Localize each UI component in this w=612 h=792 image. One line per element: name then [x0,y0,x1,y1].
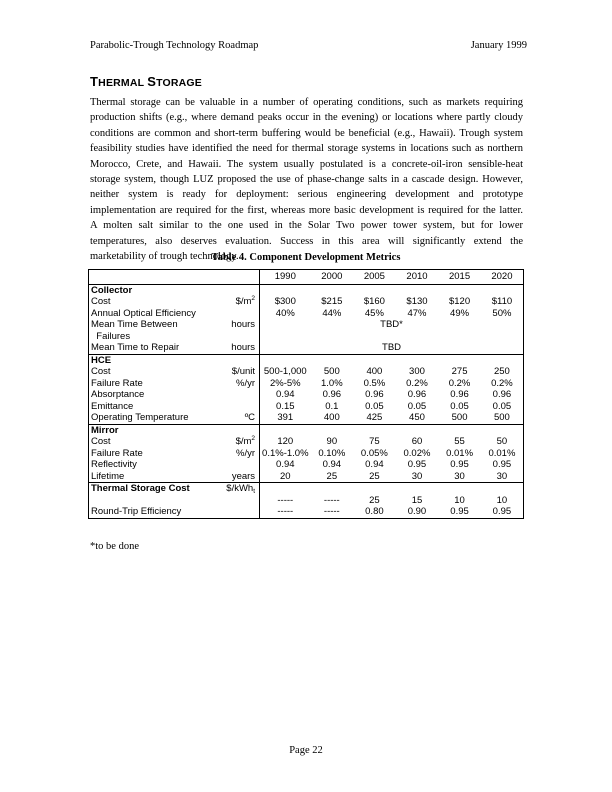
table-caption: Table 4. Component Development Metrics [211,252,401,263]
paragraph-line: feasibility studies have identified the need for thermal storage systems in locations such as northern [90,143,523,155]
cell-value: 250 [481,366,524,378]
cell-value: 0.96 [407,389,427,400]
section-title-rest-1: HERMAL [98,77,148,89]
row-label: Reflectivity [89,459,216,471]
table-row [89,308,524,320]
cell-value: 15 [411,494,423,506]
row-label: Round-Trip Efficiency [89,506,216,518]
cell-value: $215 [321,296,343,307]
cell-value: 0.96 [481,389,524,401]
row-label: Mean Time to Repair [89,342,216,354]
cell-value: 0.95 [438,506,481,518]
section-title-initial-1: T [90,74,99,89]
group-heading-thermal-storage: Thermal Storage Cost [89,483,216,495]
cell-value: 0.94 [365,459,384,470]
year-header: 2015 [438,270,481,285]
cell-value: 45% [364,307,384,319]
table-header-row [89,270,524,285]
cell-value: 44% [322,307,342,319]
cell-value: 0.95 [407,459,427,470]
cell-value-span: TBD* [260,319,524,342]
cell-value: 0.94 [260,459,311,471]
cell-value-span: TBD [260,342,524,354]
cell-value: 0.05% [360,447,388,459]
cell-value: 500-1,000 [260,366,311,378]
table-row [89,506,524,518]
cell-value: 0.2% [481,378,524,390]
table-footnote: *to be done [90,541,139,552]
group-heading-collector: Collector [89,284,216,296]
cell-value: 0.05 [481,401,524,413]
paragraph-line: Morocco, Crete, and Hawaii. The system usually postulated is a concrete-oil-iron sensible-heat [90,158,523,170]
cell-value: 0.5% [363,377,386,389]
group-heading-row [89,284,524,296]
cell-value: 25 [326,470,338,482]
cell-value: $300 [260,296,311,308]
cell-value: 75 [369,436,380,447]
cell-value: 30 [481,471,524,483]
cell-value: 50% [481,308,524,320]
cell-value: 40% [260,308,311,320]
row-unit: hours [231,319,256,330]
cell-value: 0.96 [322,389,342,400]
cell-value: 300 [409,366,425,377]
year-header: 2020 [481,270,524,285]
table-row [89,342,524,354]
page-number: Page 22 [289,745,323,756]
cell-value: $120 [448,296,471,307]
cell-value: 391 [260,412,311,424]
cell-value: 0.95 [450,459,469,470]
row-unit: ºC [244,412,256,423]
paragraph-line: conditions are common and short-term buffering would be beneficial (e.g., Hawaii). Trough system [90,127,523,139]
cell-value: ----- [260,506,311,518]
cell-value: 0.94 [322,459,342,470]
cell-value: 450 [409,412,425,423]
cell-value: 0.2% [448,377,471,389]
cell-value: 400 [366,366,383,377]
cell-value: ----- [311,506,354,518]
cell-value: 0.2% [406,377,428,389]
row-label: Emittance [89,401,216,413]
cell-value: 0.02% [403,447,431,459]
table-row [89,319,524,342]
row-unit: hours [231,342,256,353]
cell-value: 0.95 [481,506,524,518]
row-unit: years [231,470,256,482]
running-header-title: Parabolic-Trough Technology Roadmap [90,40,259,51]
cell-value: $110 [481,296,524,308]
cell-value: 425 [366,412,383,423]
cell-value: 0.94 [260,389,311,401]
row-unit: $\$/m^2$ [235,435,256,447]
running-header-date: January 1999 [470,40,527,51]
year-header: 2005 [353,270,396,285]
year-header: 2010 [396,270,439,285]
cell-value: 0.90 [396,506,439,518]
row-label: Failure Rate [89,378,216,390]
row-unit: $\$/m^2$ [235,295,256,307]
cell-value: 120 [260,436,311,448]
header-blank [89,270,216,285]
cell-value: 0.1%-1.0% [260,448,311,460]
group-heading-row [89,424,524,436]
cell-value: 50 [481,436,524,448]
table-row [89,459,524,471]
cell-value: 0.05 [407,400,427,412]
paragraph-line: marketability of trough technology. [90,251,239,263]
cell-value: 0.01% [446,447,474,459]
row-label: Cost [89,296,216,308]
section-title-initial-2: S [147,74,157,89]
row-label: Mean Time Between Failures [89,319,216,342]
row-label: Annual Optical Efficiency [89,308,216,320]
table-row [89,378,524,390]
row-unit [216,459,260,471]
group-heading-row [89,483,524,495]
row-label: Cost [89,366,216,378]
paragraph-line: temperatures, also deserves evaluation. Success in this area will significantly extend the [90,235,523,247]
cell-value: ----- [323,494,340,506]
cell-value: 0.80 [353,506,396,518]
table-row [89,495,524,507]
row-unit: %/yr [236,377,256,389]
cell-value: ----- [260,495,311,507]
cell-value: 10 [481,495,524,507]
cell-value: 25 [369,494,380,506]
cell-value: 0.05 [365,400,384,412]
row-label: Absorptance [89,389,216,401]
metrics-table [88,269,524,519]
table-row [89,389,524,401]
cell-value: 0.05 [450,400,469,412]
cell-value: 2%-5% [260,378,311,390]
table-row [89,412,524,424]
paragraph-line: neither system is ready for deployment: serious engineering development and prototype [90,189,523,201]
row-label: Cost [89,436,216,448]
cell-value: 30 [411,470,423,482]
cell-value: 0.96 [365,389,384,400]
cell-value: $130 [406,296,428,307]
body-paragraph [90,95,523,264]
table-row [89,296,524,308]
cell-value: 30 [454,470,465,482]
header-unit-blank [216,270,260,285]
row-label: Operating Temperature [89,412,216,424]
section-title-rest-2: TORAGE [156,77,203,89]
cell-value: 0.15 [260,401,311,413]
cell-value: 0.1 [325,400,339,412]
cell-value: 275 [451,366,468,377]
cell-value: 0.95 [481,459,524,471]
cell-value: 25 [369,470,380,482]
group-heading-hce: HCE [89,354,216,366]
row-unit: $/unit [231,366,256,377]
cell-value: 90 [326,436,338,447]
table-row [89,436,524,448]
paragraph-line: storage system, though LUZ proposed the use of phase-change salts in a cascade design. However, [90,174,523,186]
paragraph-line: Thermal storage can be valuable in a number of operating conditions, such as markets requiring [90,97,523,108]
paragraph-line: implementation are required for the first, whereas more basic development is required for the latter. [90,204,523,216]
group-heading-row [89,354,524,366]
row-unit [216,389,260,401]
table-row [89,471,524,483]
cell-value: 0.01% [481,448,524,460]
cell-value: $160 [363,296,385,307]
row-unit: %/yr [236,447,256,459]
paragraph-line: production shifts (e.g., where demand peaks occur in the evening) or locations where partly cloudy [90,112,523,124]
row-unit [216,401,260,413]
year-header: 2000 [311,270,354,285]
row-label: Lifetime [89,471,216,483]
cell-value: 500 [323,366,340,377]
group-heading-mirror: Mirror [89,424,216,436]
row-unit: $/kWh$_t$ [216,483,260,495]
cell-value: 0.96 [450,389,469,400]
section-title [90,74,202,89]
cell-value: 49% [450,307,470,319]
cell-value: 10 [454,494,465,506]
paragraph-line: A molten salt similar to the one used in the Solar Two power tower system, but for lower [90,220,523,232]
cell-value: 47% [407,307,427,319]
cell-value: 500 [451,412,468,423]
cell-value: 400 [323,412,340,423]
cell-value: 0.10% [318,447,346,459]
row-label: Failure Rate [89,448,216,460]
cell-value: 20 [260,471,311,483]
cell-value: 55 [454,436,465,447]
cell-value: 500 [481,412,524,424]
table-row [89,366,524,378]
year-header: 1990 [260,270,311,285]
cell-value: 1.0% [320,377,343,389]
cell-value: 60 [411,436,423,447]
table-row [89,448,524,460]
table-row [89,401,524,413]
